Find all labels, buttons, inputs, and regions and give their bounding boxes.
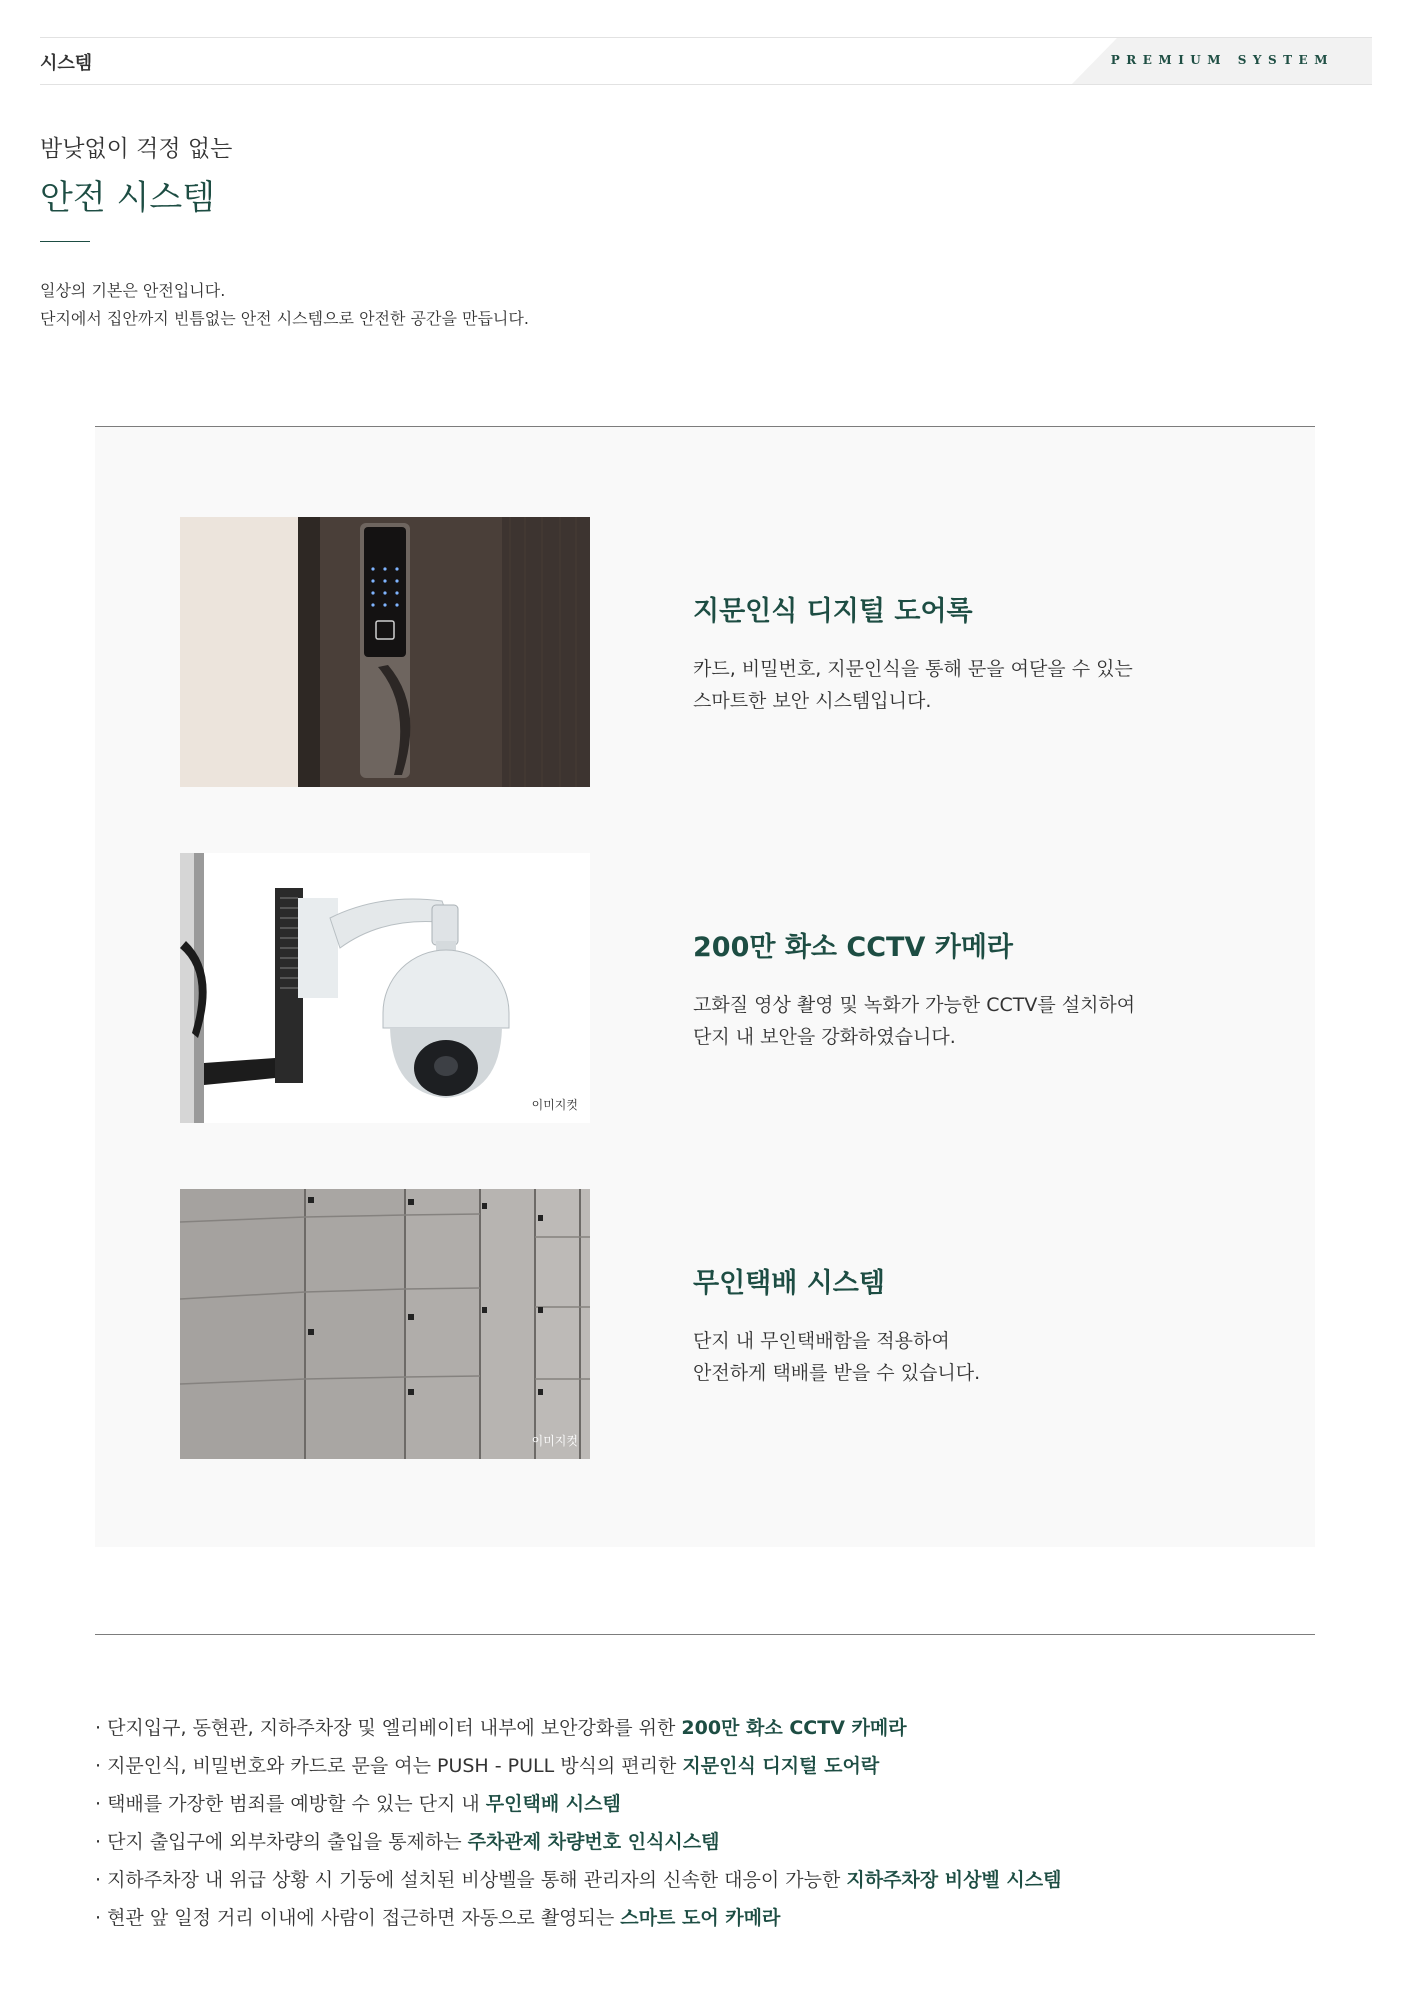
bullet-highlight: 무인택배 시스템 bbox=[485, 1793, 621, 1815]
feature-desc-line: 단지 내 보안을 강화하였습니다. bbox=[693, 1026, 956, 1048]
bottom-divider bbox=[95, 1634, 1315, 1635]
feature-parcel-locker bbox=[180, 1189, 1230, 1459]
door-lock-image bbox=[180, 517, 590, 787]
feature-door-lock bbox=[180, 517, 1230, 787]
intro-line: 단지에서 집안까지 빈틈없는 안전 시스템으로 안전한 공간을 만듭니다. bbox=[40, 309, 529, 328]
image-caption: 이미지컷 bbox=[531, 1098, 578, 1112]
feature-desc-line: 단지 내 무인택배함을 적용하여 bbox=[693, 1330, 950, 1352]
image-caption: 이미지컷 bbox=[531, 1434, 578, 1448]
features-panel bbox=[95, 426, 1315, 1547]
bullet-highlight: 지문인식 디지털 도어락 bbox=[682, 1755, 880, 1777]
intro-line: 일상의 기본은 안전입니다. bbox=[40, 281, 226, 300]
feature-desc-line: 카드, 비밀번호, 지문인식을 통해 문을 여닫을 수 있는 bbox=[693, 658, 1133, 680]
bullet-highlight: 주차관제 차량번호 인식시스템 bbox=[467, 1831, 720, 1853]
feature-bullet-list bbox=[95, 1709, 1061, 1937]
feature-desc bbox=[693, 653, 1133, 717]
section-header bbox=[40, 37, 1372, 85]
bullet-item: · 단지입구, 동현관, 지하주차장 및 엘리베이터 내부에 보안강화를 위한 200만 화소 CCTV 카메라 bbox=[95, 1717, 907, 1739]
feature-cctv bbox=[180, 853, 1230, 1123]
feature-desc bbox=[693, 1325, 980, 1389]
bullet-item: · 지문인식, 비밀번호와 카드로 문을 여는 PUSH - PULL 방식의 편리한 지문인식 디지털 도어락 bbox=[95, 1755, 880, 1777]
feature-desc-line: 고화질 영상 촬영 및 녹화가 가능한 CCTV를 설치하여 bbox=[693, 994, 1136, 1016]
parcel-locker-image bbox=[180, 1189, 590, 1459]
page-title: 안전 시스템 bbox=[40, 178, 216, 218]
feature-desc-line: 안전하게 택배를 받을 수 있습니다. bbox=[693, 1362, 981, 1384]
title-divider bbox=[40, 241, 90, 242]
feature-desc bbox=[693, 989, 1135, 1053]
cctv-image bbox=[180, 853, 590, 1123]
bullet-item: · 현관 앞 일정 거리 이내에 사람이 접근하면 자동으로 촬영되는 스마트 도어 카메라 bbox=[95, 1907, 781, 1929]
bullet-highlight: 지하주차장 비상벨 시스템 bbox=[846, 1869, 1062, 1891]
bullet-item: · 택배를 가장한 범죄를 예방할 수 있는 단지 내 무인택배 시스템 bbox=[95, 1793, 621, 1815]
bullet-highlight: 스마트 도어 카메라 bbox=[620, 1907, 781, 1929]
feature-title: 무인택배 시스템 bbox=[693, 1268, 885, 1299]
hero-intro bbox=[40, 277, 529, 333]
feature-title: 200만 화소 CCTV 카메라 bbox=[693, 932, 1013, 963]
feature-title: 지문인식 디지털 도어록 bbox=[693, 596, 973, 627]
feature-desc-line: 스마트한 보안 시스템입니다. bbox=[693, 690, 932, 712]
bullet-item: · 단지 출입구에 외부차량의 출입을 통제하는 주차관제 차량번호 인식시스템 bbox=[95, 1831, 720, 1853]
bullet-item: · 지하주차장 내 위급 상황 시 기둥에 설치된 비상벨을 통해 관리자의 신속한 대응이 가능한 지하주차장 비상벨 시스템 bbox=[95, 1869, 1062, 1891]
section-title: 시스템 bbox=[40, 53, 93, 74]
premium-system-label: PREMIUM SYSTEM bbox=[1110, 53, 1334, 67]
hero-kicker: 밤낮없이 걱정 없는 bbox=[40, 136, 233, 162]
bullet-highlight: 200만 화소 CCTV 카메라 bbox=[681, 1717, 907, 1739]
